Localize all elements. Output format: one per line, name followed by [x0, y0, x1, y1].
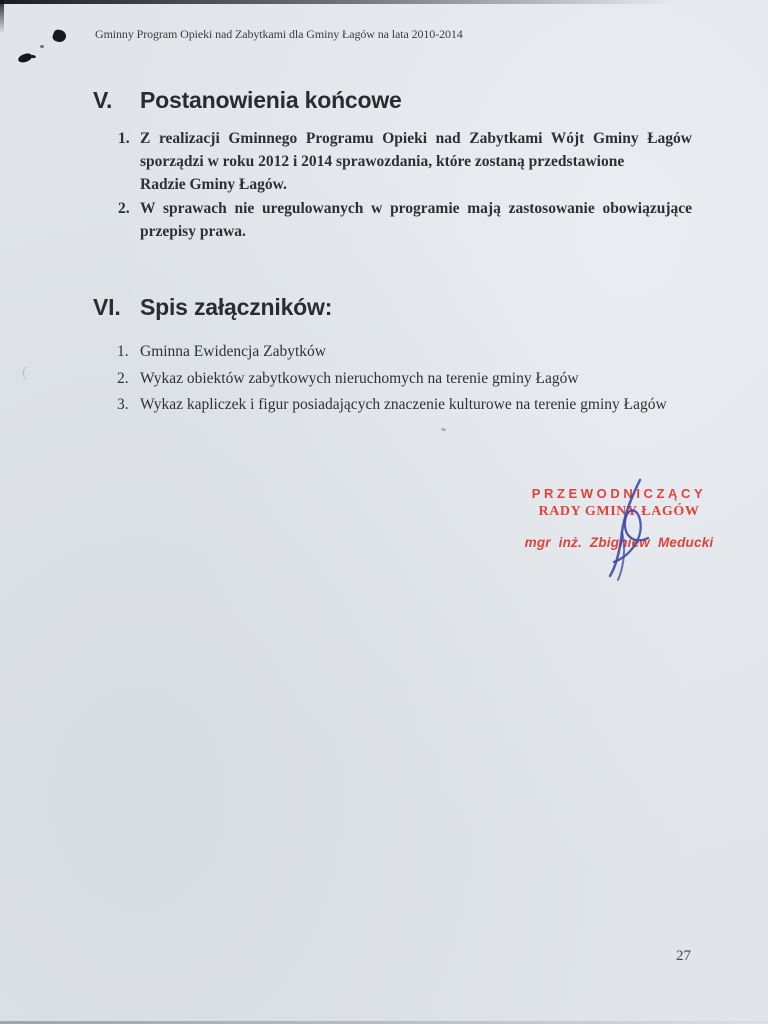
item-text: Gminna Ewidencja Zabytków: [140, 343, 326, 360]
ink-smudge: [17, 52, 33, 63]
list-item: [117, 394, 667, 416]
item-number: 1.: [117, 343, 129, 360]
scan-edge-top: [0, 0, 768, 4]
section-vi-title: Spis załączników:: [140, 294, 333, 320]
page-number: 27: [676, 948, 691, 964]
stamp-title: PRZEWODNICZĄCY: [531, 486, 707, 501]
page-header: Gminny Program Opieki nad Zabytkami dla Gminy Łagów na lata 2010-2014: [95, 27, 463, 41]
section-vi-heading: [93, 294, 332, 321]
list-item: [117, 368, 579, 390]
section-v-title: Postanowienia końcowe: [140, 87, 402, 113]
stamp-name: mgr inż. Zbigniew Meducki: [524, 535, 714, 550]
item-text-line: Z realizacji Gminnego Programu Opieki nad Zabytkami Wójt Gminy Łagów: [140, 130, 692, 147]
handwritten-signature: [578, 472, 668, 587]
list-item: [117, 341, 326, 363]
item-text-line: Radzie Gminy Łagów.: [140, 176, 287, 193]
list-item: [118, 127, 692, 196]
item-number: 2.: [117, 370, 129, 387]
ink-smudge: [40, 45, 44, 48]
item-text: Wykaz kapliczek i figur posiadających znaczenie kulturowe na terenie gminy Łagów: [140, 396, 667, 413]
item-text-line: przepisy prawa.: [140, 223, 246, 240]
ink-smudge: [51, 28, 67, 43]
list-item: [118, 197, 692, 243]
section-vi-number: VI.: [93, 294, 121, 320]
section-v-heading: [93, 87, 402, 114]
stamp-subtitle: RADY GMINY ŁAGÓW: [538, 504, 700, 519]
section-v-number: V.: [93, 87, 113, 113]
paper-speck: [441, 427, 447, 431]
item-number: 2.: [118, 200, 130, 217]
item-text-line: W sprawach nie uregulowanych w programie mają zastosowanie obowiązujące: [140, 200, 692, 217]
item-text: Wykaz obiektów zabytkowych nieruchomych na terenie gminy Łagów: [140, 370, 579, 387]
item-number: 1.: [118, 130, 130, 147]
item-text-line: sporządzi w roku 2012 i 2014 sprawozdania, które zostaną przedstawione: [140, 153, 625, 170]
item-number: 3.: [117, 396, 129, 413]
scan-edge-left: [0, 0, 4, 34]
pencil-mark: [23, 366, 31, 380]
